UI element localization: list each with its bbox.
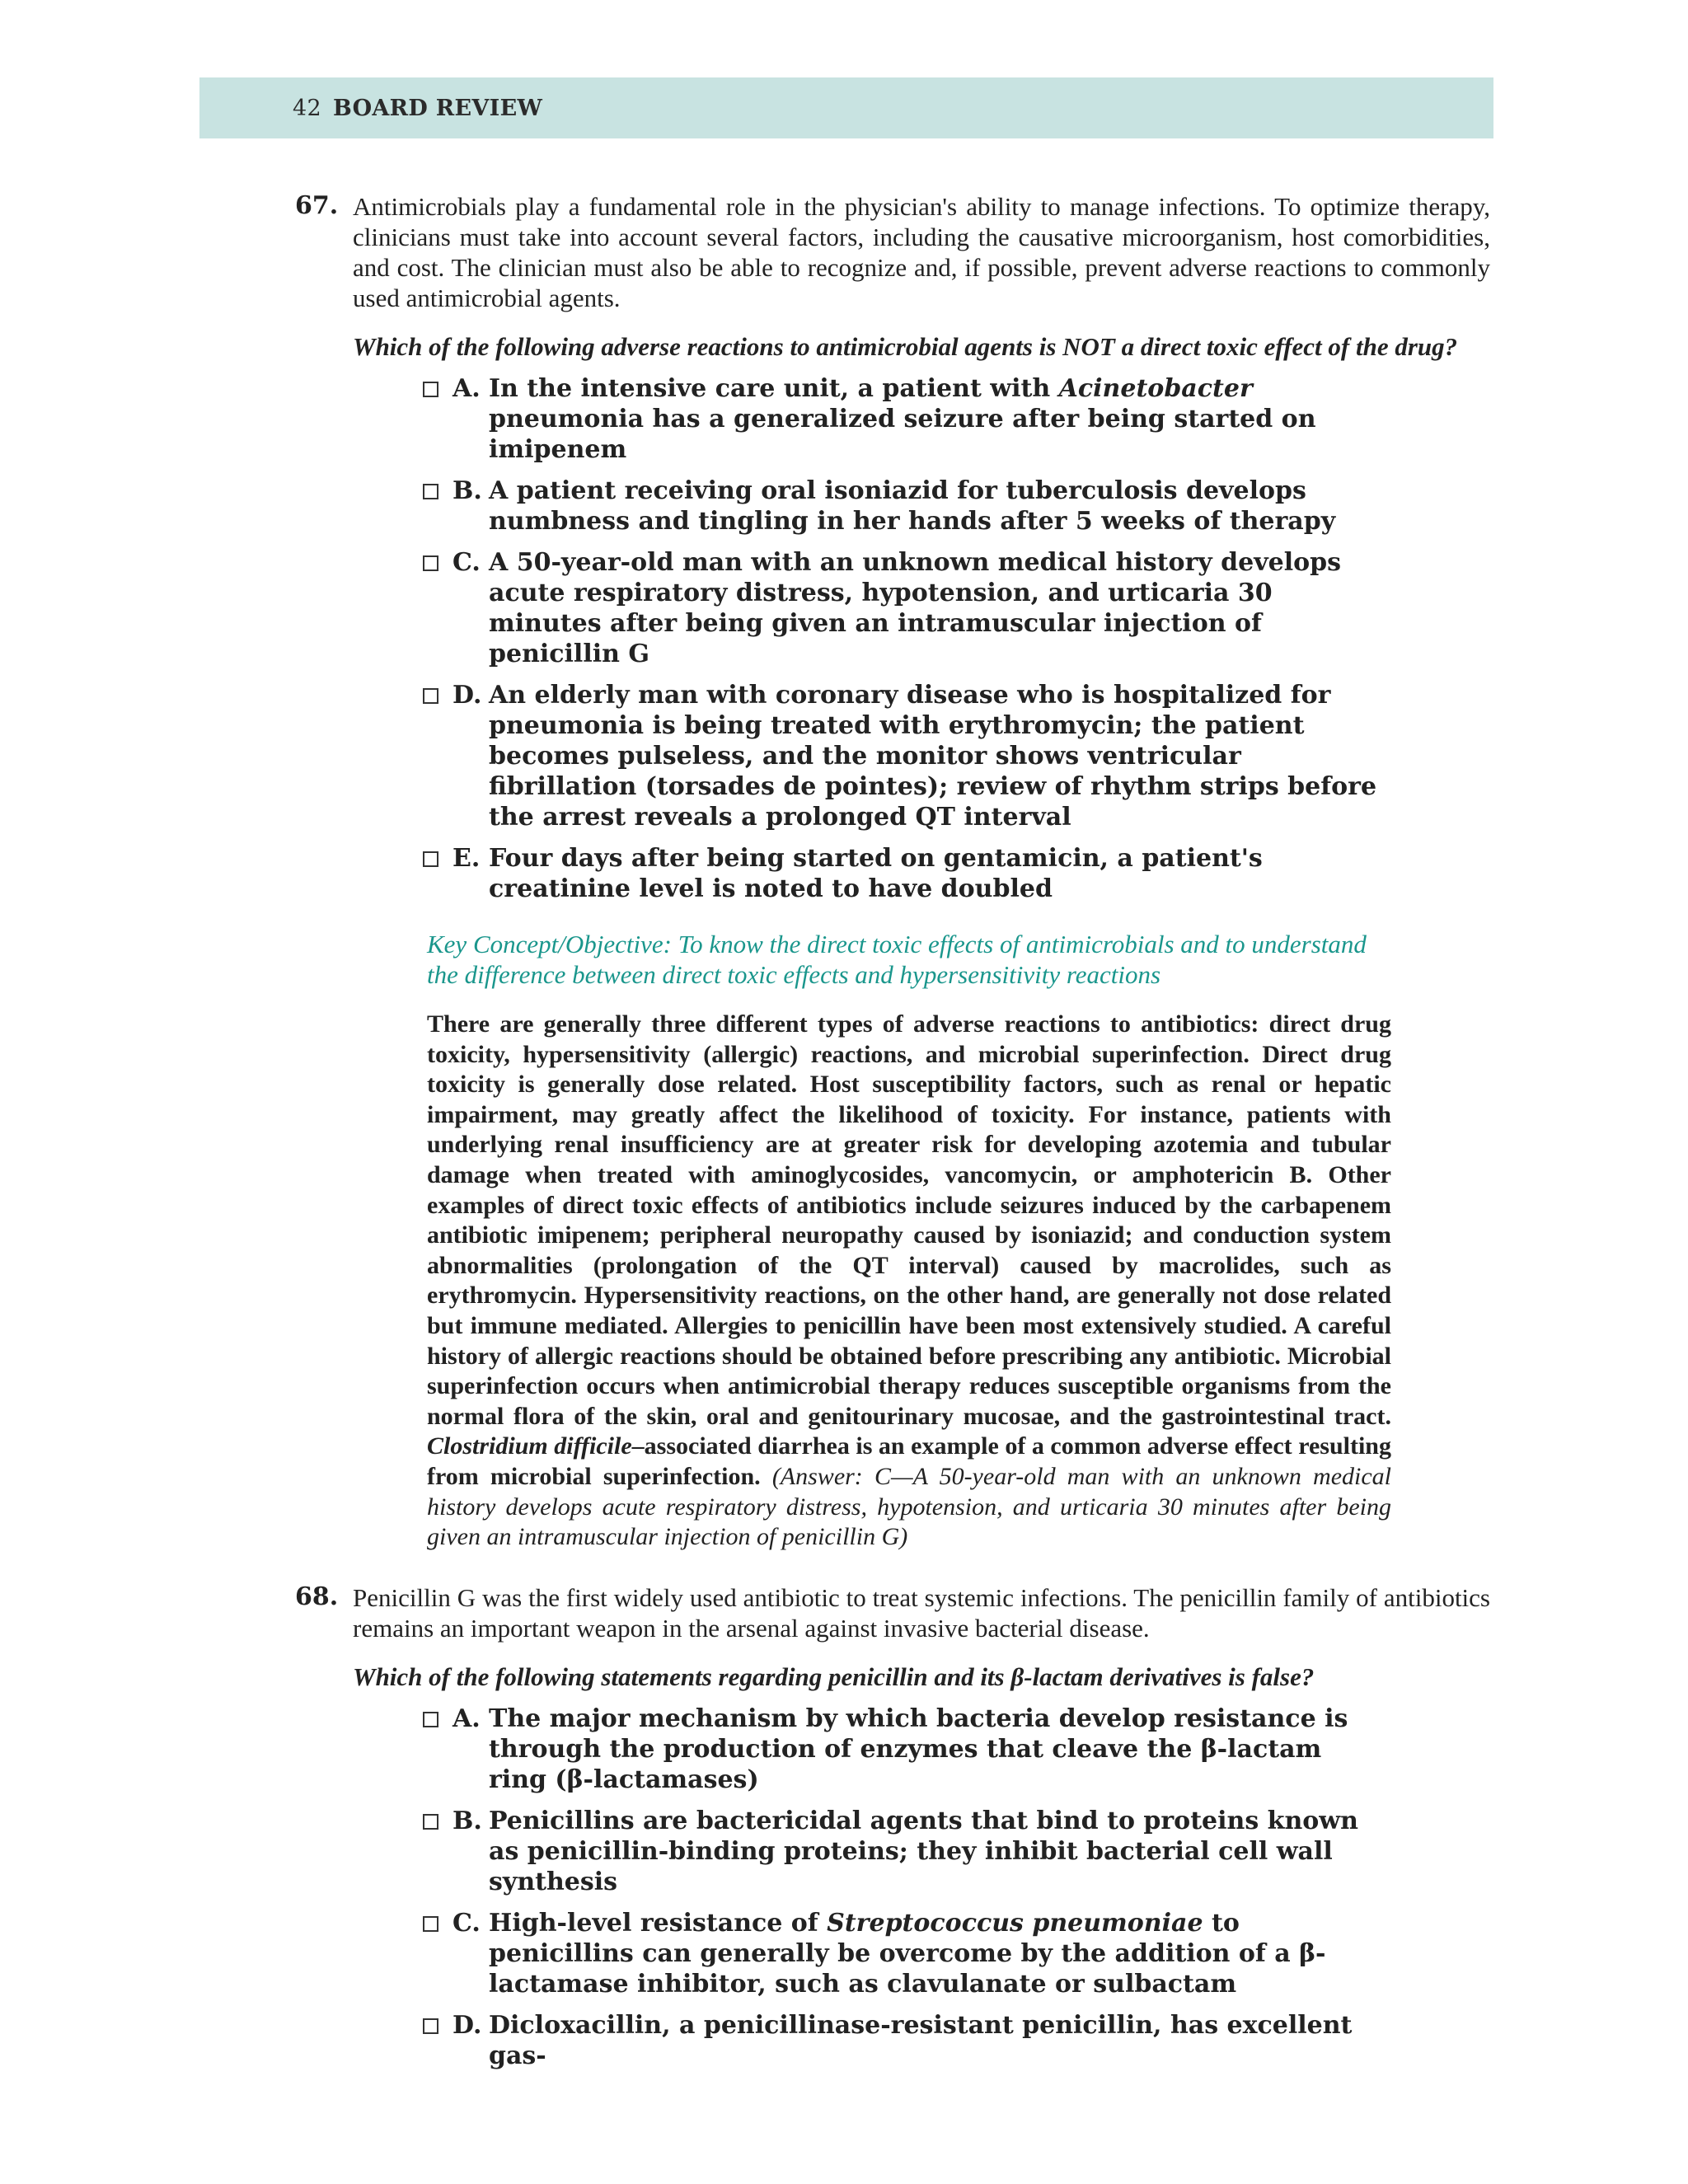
option-letter: E. xyxy=(452,844,481,873)
page-header-band xyxy=(199,77,1493,138)
checkbox-icon[interactable] xyxy=(423,2018,438,2034)
checkbox-icon[interactable] xyxy=(423,851,438,867)
answer-options xyxy=(423,1704,1379,2071)
prompt-text: Which of the following statements regarding penicillin and its xyxy=(353,1662,1011,1691)
checkbox-icon[interactable] xyxy=(423,484,438,499)
option-letter: B. xyxy=(452,1807,482,1835)
question-68 xyxy=(295,1582,1490,2082)
option-text: The major mechanism by which bacteria develop resistance is through the production of enzymes that cleave the β-lactam ring (β-lactamases) xyxy=(489,1704,1348,1794)
option-letter: B. xyxy=(452,476,482,505)
option-text: Dicloxacillin, a penicillinase-resistant penicillin, has excellent gas- xyxy=(489,2011,1353,2070)
checkbox-icon[interactable] xyxy=(423,555,438,571)
option-text: In the intensive care unit, a patient with xyxy=(489,374,1059,403)
checkbox-icon[interactable] xyxy=(423,382,438,397)
answer-statement: (Answer: C—A 50-year-old man with an unknown medical history develops acute respiratory distress, hypotension, and urticaria 30 minutes after being given an intramuscular injection of penicillin G) xyxy=(427,1462,1391,1551)
question-stem: Antimicrobials play a fundamental role in the physician's ability to manage infections. To optimize therapy, clinicians must take into account several factors, including the causative microorganism, host comorbidities, and cost. The clinician must also be able to recognize and, if possible, prevent adverse reactions to commonly used antimicrobial agents. xyxy=(353,192,1490,312)
explanation-organism: Clostridium difficile xyxy=(427,1432,632,1460)
option-d[interactable] xyxy=(423,680,1379,832)
beta-symbol: β xyxy=(1010,1662,1025,1691)
question-number: 68. xyxy=(295,1582,339,1611)
option-text-rest: pneumonia has a generalized seizure after being started on imipenem xyxy=(489,405,1316,464)
option-a[interactable] xyxy=(423,1704,1379,1795)
checkbox-icon[interactable] xyxy=(423,1712,438,1727)
option-letter: D. xyxy=(452,681,482,710)
question-prompt: Which of the following adverse reactions to antimicrobial agents is NOT a direct toxic effect of the drug? xyxy=(353,332,1458,361)
option-text: An elderly man with coronary disease who is hospitalized for pneumonia is being treated with erythromycin; the patient becomes pulseless, and the monitor shows ventricular fibrillation (torsades de pointes); review of rhythm strips before the arrest reveals a prolonged QT interval xyxy=(489,681,1377,832)
explanation-text-rest: –associated diarrhea is an example of a common adverse effect resulting from microbial superinfection. xyxy=(427,1432,1391,1490)
question-number: 67. xyxy=(295,191,339,220)
option-text: A patient receiving oral isoniazid for tuberculosis develops numbness and tingling in her hands after 5 weeks of therapy xyxy=(489,476,1336,536)
prompt-text-rest: -lactam derivatives is false? xyxy=(1024,1662,1315,1691)
checkbox-icon[interactable] xyxy=(423,1814,438,1830)
option-e[interactable] xyxy=(423,843,1379,904)
answer-options xyxy=(423,373,1379,904)
explanation-text: There are generally three different types of adverse reactions to antibiotics: direct drug toxicity, hypersensitivity (allergic) reactions, and microbial superinfection. Direct drug toxicity is generally dose related. Host susceptibility factors, such as renal or hepatic impairment, may greatly affect the likelihood of toxicity. For instance, patients with underlying renal insufficiency are at greater risk for developing azotemia and tubular damage when treated with aminoglycosides, vancomycin, or amphotericin B. Other examples of direct toxic effects of antibiotics include seizures induced by the carbapenem antibiotic imipenem; peripheral neuropathy caused by isoniazid; and conduction system abnormalities (prolongation of the QT interval) caused by macrolides, such as erythromycin. Hypersensitivity reactions, on the other hand, are generally not dose related but immune mediated. Allergies to penicillin have been most extensively studied. A careful history of allergic reactions should be obtained before prescribing any antibiotic. Microbial superinfection occurs when antimicrobial therapy reduces susceptible organisms from the normal flora of the skin, oral and genitourinary mucosae, and the gastrointestinal tract. xyxy=(427,1010,1391,1430)
option-text-rest: to penicillins can generally be overcome by the addition of a β-lactamase inhibitor, such as clavulanate or sulbactam xyxy=(489,1909,1326,1999)
option-text-italic: Acinetobacter xyxy=(1058,374,1253,403)
option-b[interactable] xyxy=(423,1806,1379,1897)
option-d[interactable] xyxy=(423,2010,1379,2071)
option-text: High-level resistance of xyxy=(489,1909,828,1938)
key-concept: Key Concept/Objective: To know the direct toxic effects of antimicrobials and to understand the difference between direct toxic effects and hypersensitivity reactions xyxy=(427,930,1367,989)
section-title: BOARD REVIEW xyxy=(332,96,543,121)
option-letter: D. xyxy=(452,2011,482,2040)
question-67 xyxy=(295,191,1490,1553)
page-number: 42 xyxy=(293,96,321,121)
option-text-italic: Streptococcus pneumoniae xyxy=(827,1909,1203,1938)
option-b[interactable] xyxy=(423,476,1379,537)
checkbox-icon[interactable] xyxy=(423,1916,438,1932)
option-letter: A. xyxy=(452,1704,481,1733)
option-letter: A. xyxy=(452,374,481,403)
running-header xyxy=(293,96,542,121)
question-prompt xyxy=(353,1661,1490,1692)
option-letter: C. xyxy=(452,1909,481,1938)
option-letter: C. xyxy=(452,548,481,577)
explanation xyxy=(427,1010,1391,1553)
option-a[interactable] xyxy=(423,373,1379,465)
option-c[interactable] xyxy=(423,1908,1379,1999)
question-stem: Penicillin G was the first widely used antibiotic to treat systemic infections. The penicillin family of antibiotics remains an important weapon in the arsenal against invasive bacterial disease. xyxy=(353,1583,1490,1643)
option-text: Four days after being started on gentamicin, a patient's creatinine level is noted to have doubled xyxy=(489,844,1263,903)
option-text: Penicillins are bactericidal agents that bind to proteins known as penicillin-binding proteins; they inhibit bacterial cell wall synthesis xyxy=(489,1807,1358,1896)
option-c[interactable] xyxy=(423,547,1379,669)
checkbox-icon[interactable] xyxy=(423,688,438,704)
option-text: A 50-year-old man with an unknown medical history develops acute respiratory distress, hypotension, and urticaria 30 minutes after being given an intramuscular injection of penicillin G xyxy=(489,548,1341,668)
